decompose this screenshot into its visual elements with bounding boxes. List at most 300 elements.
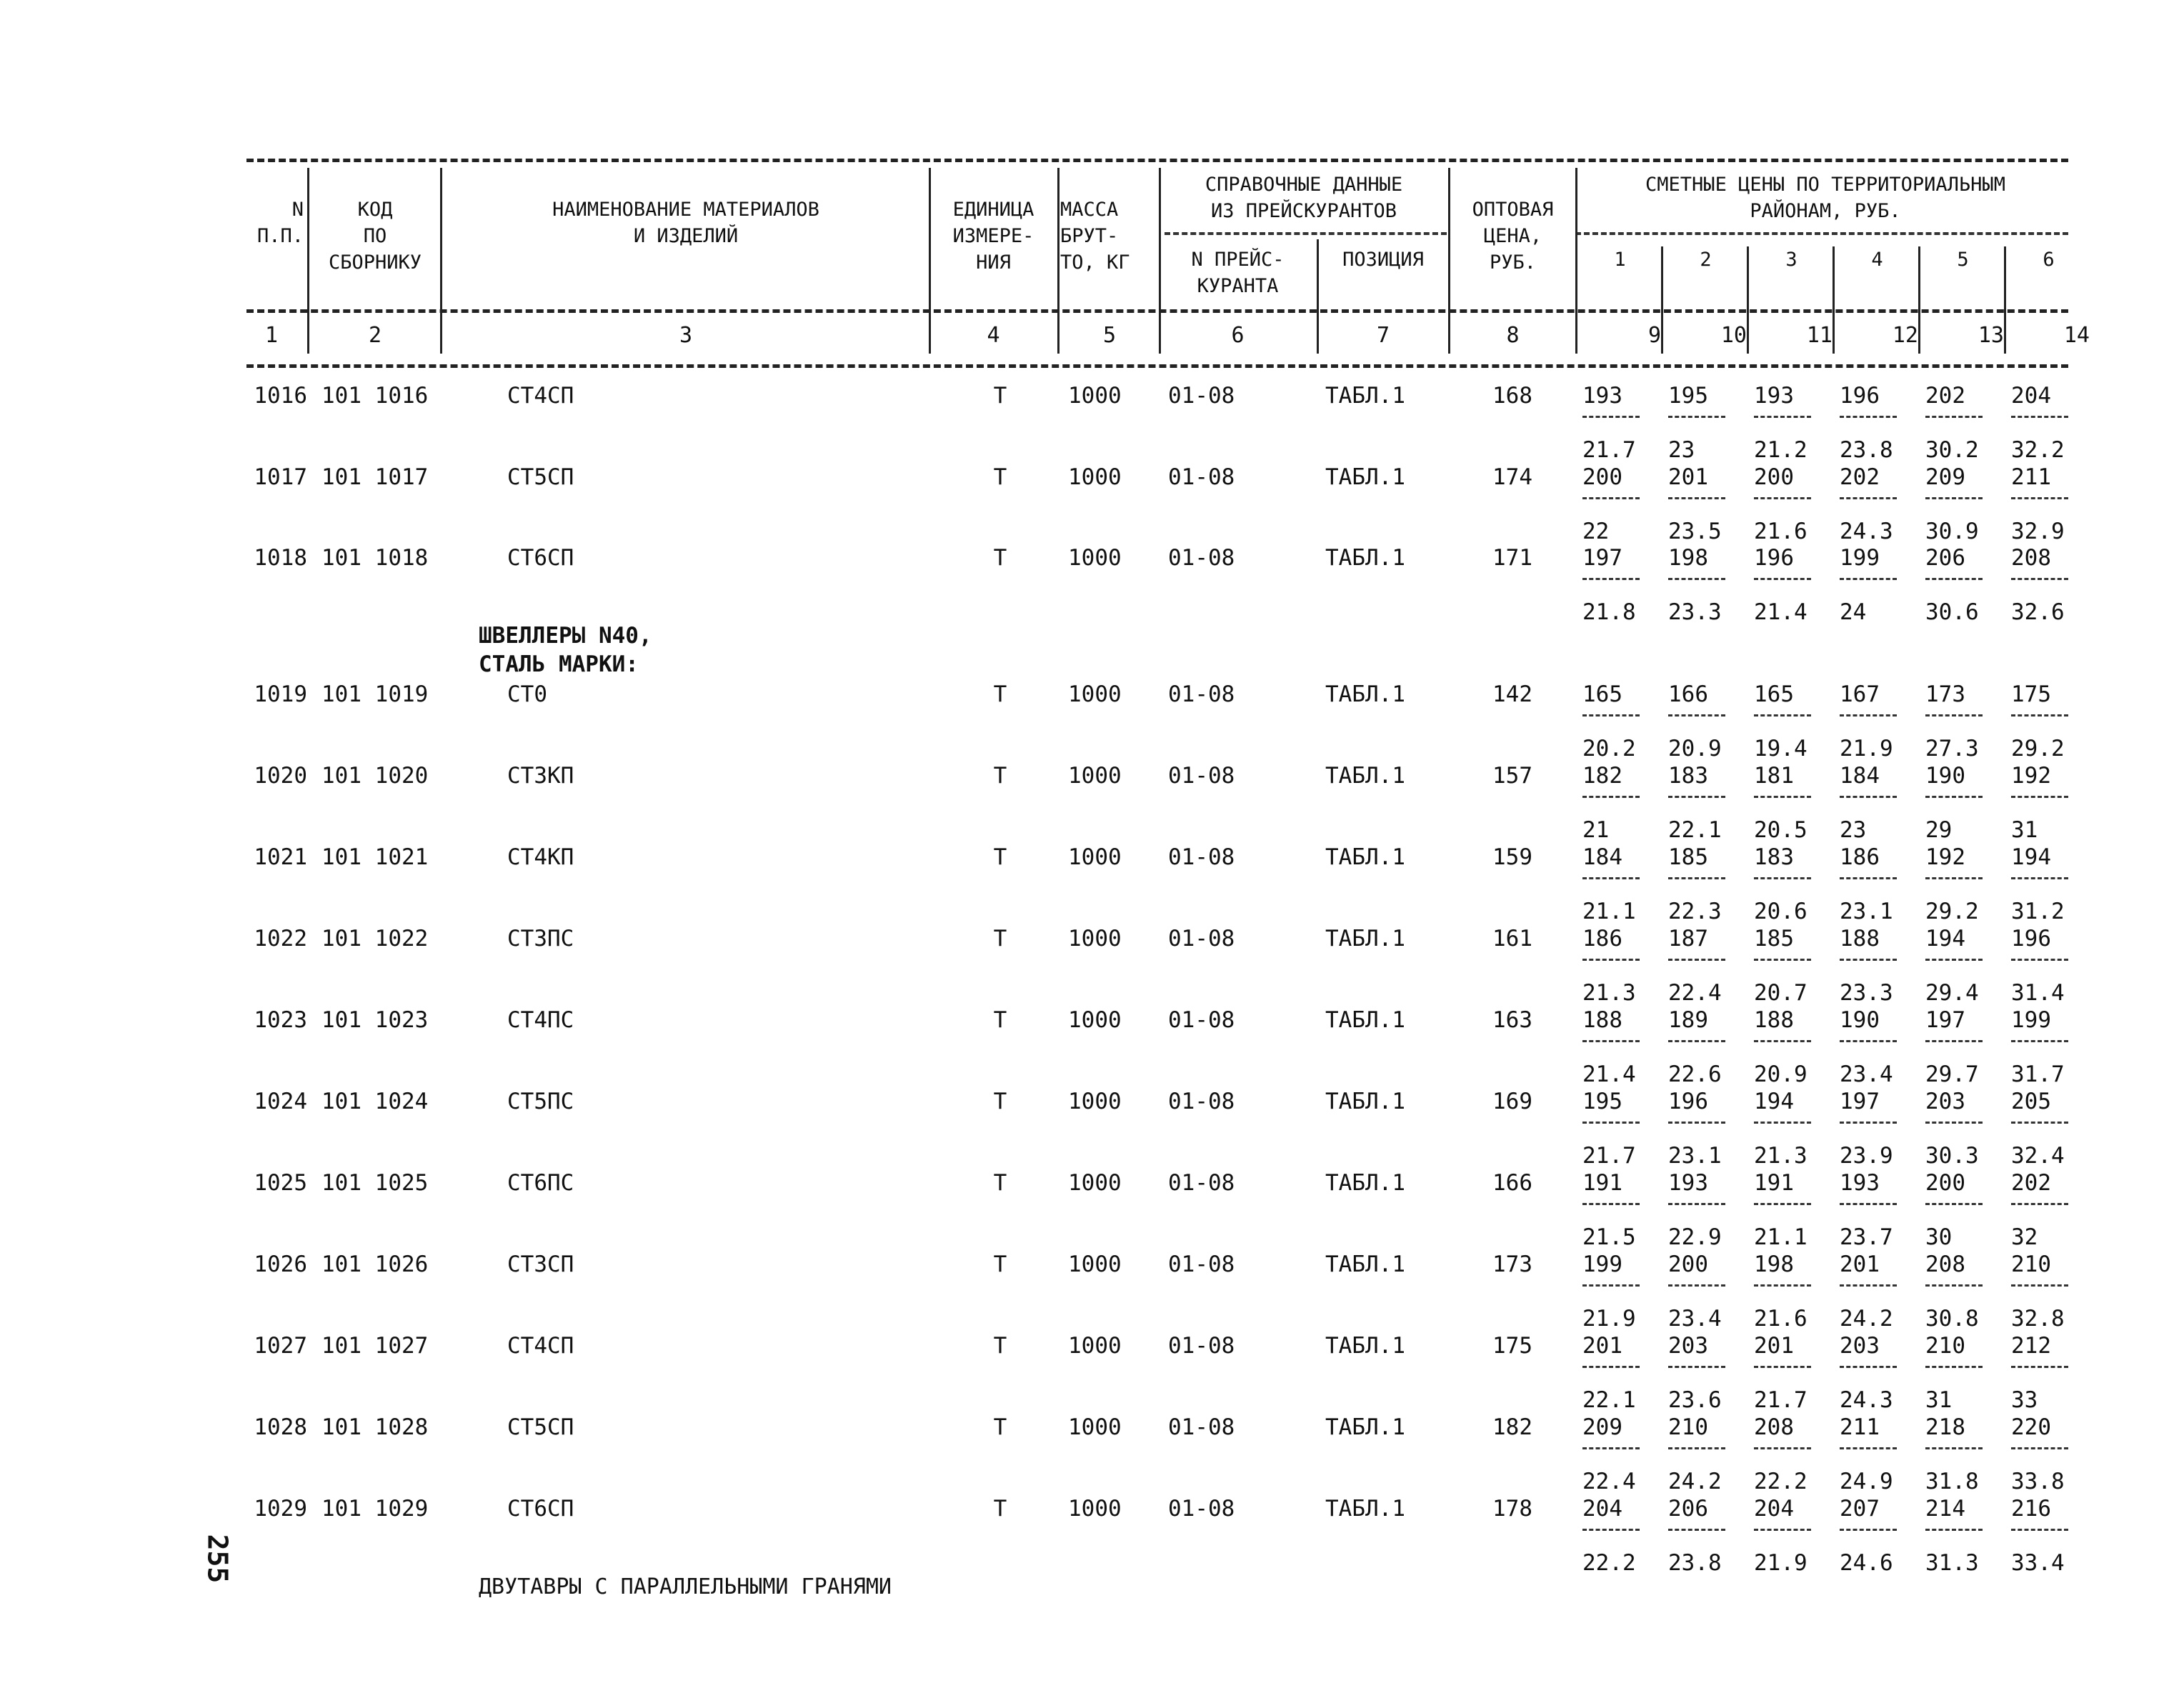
fraction-bar [1840, 959, 1897, 961]
region-price-numerator: 201 [1582, 1333, 1622, 1359]
row-mass: 1000 [1068, 1170, 1122, 1196]
region-price-denominator: 21.6 [1754, 1306, 1808, 1332]
region-price-denominator: 21 [1582, 817, 1610, 843]
region-price-denominator: 21.9 [1840, 736, 1893, 761]
region-price-numerator: 210 [2011, 1252, 2051, 1277]
region-price-numerator: 184 [1582, 844, 1622, 870]
region-price-denominator: 22.1 [1668, 817, 1722, 843]
header-region-6: 6 [2043, 249, 2055, 271]
region-price-denominator: 20.6 [1754, 899, 1808, 924]
row-price-list: 01-08 [1168, 464, 1235, 490]
region-price-numerator: 191 [1582, 1170, 1622, 1196]
region-price-numerator: 186 [1582, 926, 1622, 952]
region-price-numerator: 204 [2011, 383, 2051, 409]
fraction-bar [1582, 1284, 1640, 1287]
region-price-denominator: 21.1 [1582, 899, 1636, 924]
fraction-bar [1754, 1447, 1811, 1449]
region-price-numerator: 194 [2011, 844, 2051, 870]
region-price-numerator: 188 [1840, 926, 1880, 952]
row-position: ТАБЛ.1 [1325, 464, 1405, 490]
region-price-denominator: 21.9 [1582, 1306, 1636, 1332]
region-price-numerator: 200 [1668, 1252, 1708, 1277]
row-unit: Т [993, 1089, 1007, 1114]
fraction-bar [1668, 877, 1725, 879]
row-number: 1023 [254, 1007, 307, 1033]
region-price-numerator: 197 [1925, 1007, 1965, 1033]
region-price-numerator: 188 [1582, 1007, 1622, 1033]
region-price-denominator: 24.6 [1840, 1550, 1893, 1576]
region-price-numerator: 191 [1754, 1170, 1794, 1196]
row-material-name: СТ6СП [507, 545, 574, 571]
row-unit: Т [993, 545, 1007, 571]
header-sep [1661, 246, 1663, 354]
region-price-numerator: 199 [2011, 1007, 2051, 1033]
fraction-bar [1840, 1040, 1897, 1042]
region-price-denominator: 20.5 [1754, 817, 1808, 843]
row-code: 101 1018 [321, 545, 429, 571]
region-price-numerator: 185 [1754, 926, 1794, 952]
header-top-rule [246, 159, 2068, 162]
row-code: 101 1024 [321, 1089, 429, 1114]
region-price-numerator: 166 [1668, 681, 1708, 707]
region-price-numerator: 181 [1754, 763, 1794, 789]
fraction-bar [1582, 416, 1640, 418]
region-price-denominator: 22.2 [1582, 1550, 1636, 1576]
region-price-denominator: 23.3 [1840, 980, 1893, 1006]
fraction-bar [1925, 877, 1983, 879]
region-price-numerator: 186 [1840, 844, 1880, 870]
row-material-name: СТ3КП [507, 763, 574, 789]
region-price-numerator: 196 [1754, 545, 1794, 571]
header-col-8: ОПТОВАЯ ЦЕНА, РУБ. [1472, 199, 1554, 274]
region-price-numerator: 182 [1582, 763, 1622, 789]
region-price-denominator: 24 [1840, 599, 1867, 625]
fraction-bar [2011, 497, 2068, 499]
row-wholesale-price: 171 [1492, 545, 1532, 571]
region-price-numerator: 193 [1754, 383, 1794, 409]
fraction-bar [1754, 959, 1811, 961]
fraction-bar [1754, 877, 1811, 879]
row-price-list: 01-08 [1168, 926, 1235, 952]
region-price-numerator: 206 [1925, 545, 1965, 571]
region-price-numerator: 211 [1840, 1414, 1880, 1440]
region-price-numerator: 208 [2011, 545, 2051, 571]
header-col-4: ЕДИНИЦА ИЗМЕРЕ- НИЯ [952, 199, 1034, 274]
column-number-10: 10 [1720, 323, 1747, 348]
region-price-denominator: 24.2 [1840, 1306, 1893, 1332]
region-price-denominator: 22.4 [1582, 1469, 1636, 1494]
region-price-numerator: 200 [1582, 464, 1622, 490]
row-material-name: СТ3СП [507, 1252, 574, 1277]
fraction-bar [2011, 877, 2068, 879]
header-col-1: N П.П. [256, 199, 304, 247]
region-price-denominator: 21.6 [1754, 519, 1808, 544]
region-price-numerator: 189 [1668, 1007, 1708, 1033]
region-price-denominator: 21.2 [1754, 437, 1808, 463]
region-price-denominator: 24.3 [1840, 1387, 1893, 1413]
column-number-3: 3 [679, 323, 693, 348]
region-price-numerator: 204 [1754, 1496, 1794, 1522]
page-number: 255 [201, 1534, 234, 1584]
fraction-bar [1925, 1040, 1983, 1042]
fraction-bar [1582, 578, 1640, 580]
header-sep [307, 168, 309, 354]
row-wholesale-price: 174 [1492, 464, 1532, 490]
fraction-bar [1668, 1529, 1725, 1531]
row-unit: Т [993, 926, 1007, 952]
row-unit: Т [993, 763, 1007, 789]
fraction-bar [1925, 1366, 1983, 1368]
region-price-numerator: 203 [1840, 1333, 1880, 1359]
fraction-bar [1668, 1040, 1725, 1042]
region-price-denominator: 22.4 [1668, 980, 1722, 1006]
row-unit: Т [993, 1496, 1007, 1522]
row-number: 1019 [254, 681, 307, 707]
region-price-denominator: 31.2 [2011, 899, 2065, 924]
row-price-list: 01-08 [1168, 1089, 1235, 1114]
row-price-list: 01-08 [1168, 1333, 1235, 1359]
row-position: ТАБЛ.1 [1325, 1007, 1405, 1033]
row-number: 1018 [254, 545, 307, 571]
fraction-bar [1925, 714, 1983, 716]
region-price-denominator: 21.7 [1582, 437, 1636, 463]
region-price-numerator: 210 [1925, 1333, 1965, 1359]
column-number-6: 6 [1231, 323, 1245, 348]
region-price-denominator: 23.9 [1840, 1143, 1893, 1169]
row-mass: 1000 [1068, 1496, 1122, 1522]
row-unit: Т [993, 1007, 1007, 1033]
fraction-bar [2011, 1447, 2068, 1449]
row-material-name: СТ4ПС [507, 1007, 574, 1033]
region-price-denominator: 23.1 [1840, 899, 1893, 924]
region-price-numerator: 165 [1754, 681, 1794, 707]
fraction-bar [1754, 578, 1811, 580]
region-price-denominator: 21.4 [1754, 599, 1808, 625]
region-price-numerator: 210 [1668, 1414, 1708, 1440]
region-price-denominator: 23.8 [1840, 437, 1893, 463]
region-price-numerator: 209 [1925, 464, 1965, 490]
row-code: 101 1021 [321, 844, 429, 870]
fraction-bar [2011, 959, 2068, 961]
row-position: ТАБЛ.1 [1325, 1252, 1405, 1277]
row-code: 101 1016 [321, 383, 429, 409]
fraction-bar [1840, 497, 1897, 499]
row-wholesale-price: 178 [1492, 1496, 1532, 1522]
row-mass: 1000 [1068, 1007, 1122, 1033]
region-price-numerator: 208 [1925, 1252, 1965, 1277]
region-price-numerator: 220 [2011, 1414, 2051, 1440]
region-price-numerator: 209 [1582, 1414, 1622, 1440]
row-unit: Т [993, 681, 1007, 707]
region-price-numerator: 167 [1840, 681, 1880, 707]
fraction-bar [1582, 1366, 1640, 1368]
region-price-denominator: 23.4 [1840, 1062, 1893, 1087]
region-price-denominator: 23 [1668, 437, 1695, 463]
row-price-list: 01-08 [1168, 1007, 1235, 1033]
row-unit: Т [993, 383, 1007, 409]
fraction-bar [1925, 578, 1983, 580]
row-material-name: СТ5СП [507, 464, 574, 490]
region-price-denominator: 21.4 [1582, 1062, 1636, 1087]
region-price-denominator: 21.9 [1754, 1550, 1808, 1576]
region-price-denominator: 21.3 [1582, 980, 1636, 1006]
ref-group-divider [1165, 232, 1447, 235]
region-price-numerator: 202 [1840, 464, 1880, 490]
fraction-bar [2011, 416, 2068, 418]
region-price-numerator: 203 [1668, 1333, 1708, 1359]
fraction-bar [1668, 1447, 1725, 1449]
header-sep [440, 168, 442, 354]
region-price-denominator: 31.4 [2011, 980, 2065, 1006]
row-wholesale-price: 175 [1492, 1333, 1532, 1359]
fraction-bar [1668, 1366, 1725, 1368]
row-material-name: СТ5СП [507, 1414, 574, 1440]
row-position: ТАБЛ.1 [1325, 383, 1405, 409]
region-price-numerator: 200 [1754, 464, 1794, 490]
region-price-denominator: 22 [1582, 519, 1610, 544]
region-price-numerator: 193 [1668, 1170, 1708, 1196]
row-price-list: 01-08 [1168, 1496, 1235, 1522]
region-price-denominator: 22.9 [1668, 1224, 1722, 1250]
header-price-group: СМЕТНЫЕ ЦЕНЫ ПО ТЕРРИТОРИАЛЬНЫМ РАЙОНАМ, РУБ. [1645, 174, 2005, 222]
fraction-bar [1840, 714, 1897, 716]
row-mass: 1000 [1068, 383, 1122, 409]
fraction-bar [1754, 1203, 1811, 1205]
fraction-bar [1754, 1284, 1811, 1287]
row-material-name: СТ6СП [507, 1496, 574, 1522]
header-sep [1575, 168, 1577, 354]
region-price-numerator: 201 [1668, 464, 1708, 490]
fraction-bar [1582, 497, 1640, 499]
row-wholesale-price: 163 [1492, 1007, 1532, 1033]
fraction-bar [2011, 1203, 2068, 1205]
region-price-denominator: 27.3 [1925, 736, 1979, 761]
column-number-4: 4 [987, 323, 1000, 348]
row-number: 1025 [254, 1170, 307, 1196]
region-price-denominator: 33.4 [2011, 1550, 2065, 1576]
region-price-numerator: 211 [2011, 464, 2051, 490]
region-price-denominator: 23.6 [1668, 1387, 1722, 1413]
region-price-numerator: 202 [2011, 1170, 2051, 1196]
region-price-numerator: 190 [1840, 1007, 1880, 1033]
header-sep [2004, 246, 2006, 354]
fraction-bar [1668, 578, 1725, 580]
region-price-numerator: 206 [1668, 1496, 1708, 1522]
region-price-numerator: 212 [2011, 1333, 2051, 1359]
fraction-bar [1840, 416, 1897, 418]
header-col-2: КОД ПО СБОРНИКУ [328, 199, 422, 274]
row-price-list: 01-08 [1168, 1170, 1235, 1196]
fraction-bar [1582, 1203, 1640, 1205]
row-wholesale-price: 169 [1492, 1089, 1532, 1114]
row-mass: 1000 [1068, 681, 1122, 707]
region-price-numerator: 184 [1840, 763, 1880, 789]
fraction-bar [1925, 1203, 1983, 1205]
fraction-bar [1925, 959, 1983, 961]
row-code: 101 1022 [321, 926, 429, 952]
row-material-name: СТ4КП [507, 844, 574, 870]
region-price-denominator: 23.8 [1668, 1550, 1722, 1576]
row-code: 101 1023 [321, 1007, 429, 1033]
region-price-denominator: 23 [1840, 817, 1867, 843]
row-wholesale-price: 168 [1492, 383, 1532, 409]
region-price-numerator: 205 [2011, 1089, 2051, 1114]
header-col-6: N ПРЕЙС- КУРАНТА [1191, 249, 1285, 297]
column-number-2: 2 [368, 323, 382, 348]
row-wholesale-price: 166 [1492, 1170, 1532, 1196]
fraction-bar [1925, 1122, 1983, 1124]
region-price-denominator: 32.2 [2011, 437, 2065, 463]
header-region-3: 3 [1785, 249, 1797, 271]
row-code: 101 1027 [321, 1333, 429, 1359]
row-price-list: 01-08 [1168, 383, 1235, 409]
region-price-numerator: 165 [1582, 681, 1622, 707]
fraction-bar [1582, 796, 1640, 798]
region-price-numerator: 196 [2011, 926, 2051, 952]
region-price-denominator: 21.8 [1582, 599, 1636, 625]
region-price-numerator: 187 [1668, 926, 1708, 952]
fraction-bar [2011, 1284, 2068, 1287]
row-position: ТАБЛ.1 [1325, 763, 1405, 789]
region-price-numerator: 196 [1840, 383, 1880, 409]
header-region-5: 5 [1957, 249, 1969, 271]
section-channels-title: ШВЕЛЛЕРЫ N40, СТАЛЬ МАРКИ: [479, 623, 652, 677]
region-price-denominator: 30.6 [1925, 599, 1979, 625]
row-price-list: 01-08 [1168, 545, 1235, 571]
region-price-numerator: 195 [1668, 383, 1708, 409]
row-number: 1026 [254, 1252, 307, 1277]
region-price-denominator: 20.9 [1668, 736, 1722, 761]
row-number: 1028 [254, 1414, 307, 1440]
fraction-bar [1582, 1447, 1640, 1449]
region-price-numerator: 216 [2011, 1496, 2051, 1522]
fraction-bar [1925, 416, 1983, 418]
region-price-denominator: 19.4 [1754, 736, 1808, 761]
header-region-2: 2 [1700, 249, 1712, 271]
fraction-bar [1840, 578, 1897, 580]
fraction-bar [2011, 1040, 2068, 1042]
fraction-bar [1840, 1203, 1897, 1205]
region-price-denominator: 23.3 [1668, 599, 1722, 625]
region-price-denominator: 22.3 [1668, 899, 1722, 924]
fraction-bar [1582, 1529, 1640, 1531]
header-col-7: ПОЗИЦИЯ [1342, 249, 1424, 271]
row-mass: 1000 [1068, 926, 1122, 952]
row-position: ТАБЛ.1 [1325, 545, 1405, 571]
column-number-8: 8 [1506, 323, 1520, 348]
header-sep [1747, 246, 1749, 354]
column-number-9: 9 [1647, 323, 1661, 348]
fraction-bar [1840, 1122, 1897, 1124]
fraction-bar [1668, 416, 1725, 418]
fraction-bar [1925, 1447, 1983, 1449]
row-wholesale-price: 157 [1492, 763, 1532, 789]
row-code: 101 1019 [321, 681, 429, 707]
row-unit: Т [993, 844, 1007, 870]
fraction-bar [1582, 1040, 1640, 1042]
region-price-numerator: 203 [1925, 1089, 1965, 1114]
region-price-numerator: 183 [1754, 844, 1794, 870]
region-price-denominator: 30.2 [1925, 437, 1979, 463]
row-wholesale-price: 182 [1492, 1414, 1532, 1440]
header-region-1: 1 [1614, 249, 1626, 271]
fraction-bar [1668, 1122, 1725, 1124]
fraction-bar [1925, 796, 1983, 798]
region-price-denominator: 20.7 [1754, 980, 1808, 1006]
region-price-numerator: 188 [1754, 1007, 1794, 1033]
row-unit: Т [993, 1252, 1007, 1277]
row-unit: Т [993, 1170, 1007, 1196]
region-price-denominator: 30.8 [1925, 1306, 1979, 1332]
column-number-1: 1 [264, 323, 279, 348]
region-price-denominator: 22.6 [1668, 1062, 1722, 1087]
header-bottom-rule [246, 364, 2068, 368]
row-number: 1029 [254, 1496, 307, 1522]
row-mass: 1000 [1068, 1089, 1122, 1114]
row-number: 1027 [254, 1333, 307, 1359]
region-price-denominator: 31.8 [1925, 1469, 1979, 1494]
region-price-denominator: 29.7 [1925, 1062, 1979, 1087]
row-wholesale-price: 173 [1492, 1252, 1532, 1277]
row-unit: Т [993, 464, 1007, 490]
region-price-numerator: 185 [1668, 844, 1708, 870]
fraction-bar [2011, 1366, 2068, 1368]
fraction-bar [1582, 959, 1640, 961]
region-price-denominator: 23.1 [1668, 1143, 1722, 1169]
region-price-numerator: 194 [1754, 1089, 1794, 1114]
region-price-numerator: 199 [1840, 545, 1880, 571]
column-number-13: 13 [1978, 323, 2004, 348]
region-price-numerator: 201 [1840, 1252, 1880, 1277]
region-price-denominator: 21.1 [1754, 1224, 1808, 1250]
row-unit: Т [993, 1414, 1007, 1440]
row-material-name: СТ6ПС [507, 1170, 574, 1196]
region-price-denominator: 24.3 [1840, 519, 1893, 544]
row-price-list: 01-08 [1168, 763, 1235, 789]
region-price-denominator: 24.9 [1840, 1469, 1893, 1494]
region-price-numerator: 198 [1754, 1252, 1794, 1277]
column-number-12: 12 [1892, 323, 1918, 348]
row-position: ТАБЛ.1 [1325, 1496, 1405, 1522]
fraction-bar [1840, 1447, 1897, 1449]
region-price-denominator: 21.5 [1582, 1224, 1636, 1250]
region-price-denominator: 32.8 [2011, 1306, 2065, 1332]
fraction-bar [1668, 1284, 1725, 1287]
column-number-14: 14 [2063, 323, 2090, 348]
region-price-denominator: 29 [1925, 817, 1953, 843]
row-wholesale-price: 161 [1492, 926, 1532, 952]
row-mass: 1000 [1068, 464, 1122, 490]
header-sep [1833, 246, 1835, 354]
row-number: 1020 [254, 763, 307, 789]
fraction-bar [1754, 1529, 1811, 1531]
fraction-bar [2011, 1529, 2068, 1531]
row-position: ТАБЛ.1 [1325, 1414, 1405, 1440]
row-position: ТАБЛ.1 [1325, 844, 1405, 870]
region-price-denominator: 32.4 [2011, 1143, 2065, 1169]
region-price-numerator: 196 [1668, 1089, 1708, 1114]
region-price-numerator: 201 [1754, 1333, 1794, 1359]
region-price-numerator: 200 [1925, 1170, 1965, 1196]
row-mass: 1000 [1068, 1252, 1122, 1277]
region-price-denominator: 32 [2011, 1224, 2038, 1250]
region-price-denominator: 29.4 [1925, 980, 1979, 1006]
header-sep [1918, 246, 1920, 354]
price-group-divider [1575, 232, 2068, 235]
fraction-bar [1840, 796, 1897, 798]
row-mass: 1000 [1068, 545, 1122, 571]
row-mass: 1000 [1068, 1414, 1122, 1440]
